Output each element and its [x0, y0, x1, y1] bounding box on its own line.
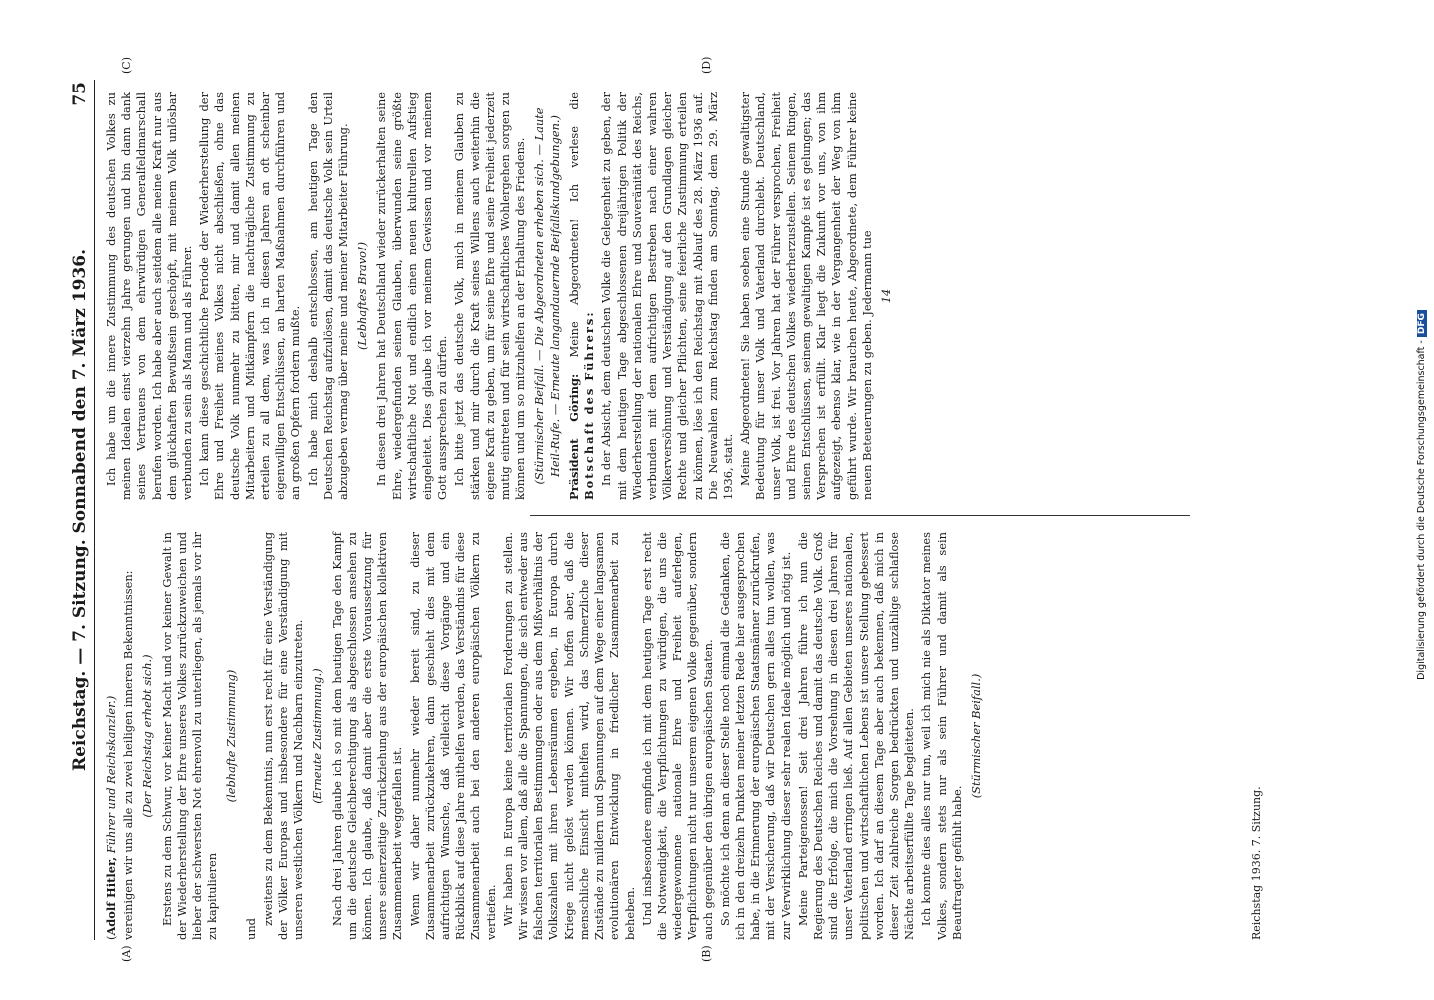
interjection: (Stürmischer Beifall.)	[968, 673, 983, 799]
paragraph: zweitens zu dem Bekenntnis, nun erst recht für eine Verständigung der Völker Europas und insbesondere für eine Verständigung mit unseren westlichen Völkern und Nachbarn einzutreten.	[260, 532, 306, 940]
sheet-number: 14	[878, 288, 893, 304]
paragraph: Erstens zu dem Schwur, vor keiner Macht und vor keiner Gewalt in der Wiederherstellung der Ehre unseres Volkes zurückzuweichen und lieber der schwersten Not ehrenvoll zu unterliegen, als jemals vor ihr zu kapitulieren	[159, 532, 220, 940]
president-speaker: Präsident Göring:	[566, 373, 581, 500]
paragraph: Nach drei Jahren glaube ich so mit dem heutigen Tage den Kampf um die deutsche Gleichberechtigung als abgeschlossen ansehen zu können. Ich glaube, daß damit aber die erste Voraussetzung für unsere seinerzeitige Zurückziehung aus der europäischen kollektiven Zusammenarbeit weggefallen ist.	[329, 532, 405, 940]
speaker-name: Adolf Hitler,	[104, 856, 118, 936]
interjection: (Stürmischer Beifall. — Die Abgeordneten erheben sich. — Laute Heil-Rufe. — Erneute langandauernde Beifallskundgebungen.)	[532, 107, 562, 485]
interjection: (Erneute Zustimmung.)	[310, 668, 325, 804]
paragraph: und	[243, 918, 258, 940]
paragraph: Ich habe um die innere Zustimmung des deutschen Volkes zu meinen Idealen einst vierzehn Jahre gerungen und bin dann dank seines Vertrauens von dem ehrwürdigen Generalfeldmarschall berufen worden. Ich habe aber auch seitdem alle meine Kraft nur aus dem glückhaften Bewußtsein geschöpft, mit meinem Volk unlösbar verbunden zu sein als Mann und als Führer.	[104, 92, 195, 500]
paragraph: Ich bitte jetzt das deutsche Volk, mich in meinem Glauben zu stärken und mir durch die Kraft seines Willens auch weiterhin die eigene Kraft zu geben, um für seine Ehre und seine Freiheit jederzeit mutig eintreten und für sein wirtschaftliches Wohlergehen sorgen zu können und um so mitzuhelfen an der Erhaltung des Friedens.	[452, 92, 528, 500]
credit-text: Digitalisierung gefördert durch die Deutsche Forschungsgemeinschaft -	[1416, 340, 1427, 680]
side-credit-text	[1416, 0, 1434, 990]
paragraph: So möchte ich denn an dieser Stelle noch einmal die Gedanken, die ich in den dreizehn Punkten meiner letzten Rede hier ausgesprochen habe, in die Erinnerung der europäischen Staatsmänner zurückrufen, mit der Versicherung, daß wir Deutschen gern alles tun wollen, was zur Verwirklichung dieser sehr realen Ideale möglich und nötig ist.	[717, 532, 793, 940]
paragraph: Wenn wir daher nunmehr wieder bereit sind, zu dieser Zusammenarbeit zurückzukehren, dann geschieht dies mit dem aufrichtigen Wunsche, daß vielleicht diese Vorgänge und ein Rückblick auf diese Jahre mithelfen werden, das Verständnis für diese Zusammenarbeit auch bei den anderen europäischen Völkern zu vertiefen.	[407, 532, 498, 940]
president-intro-text: Meine Abgeordneten! Ich verlese die	[566, 92, 581, 358]
speaker-line: (Adolf Hitler, Führer und Reichskanzler.)	[104, 695, 118, 940]
paragraph: Ich habe mich deshalb entschlossen, am heutigen Tage den Deutschen Reichstag aufzulösen, damit das deutsche Volk sein Urteil abzugeben vermag über meine und meiner Mitarbeiter Führung.	[305, 92, 351, 500]
page-footer: Reichstag 1936. 7. Sitzung.	[1250, 786, 1263, 940]
header-title: Reichstag. — 7. Sitzung. Sonnabend den 7. März 1936.	[70, 249, 90, 772]
left-column	[104, 532, 988, 940]
message-title: Botschaft des Führers:	[582, 310, 597, 500]
paragraph: Meine Parteigenossen! Seit drei Jahren führe ich nun die Regierung des Deutschen Reiches und damit das deutsche Volk. Groß sind die Erfolge, die mich die Vorsehung in diesen drei Jahren für unser Vaterland erringen ließ. Auf allen Gebieten unseres nationalen, politischen und wirtschaftlichen Lebens ist unsere Stellung gebessert worden. Ich darf an diesem Tage aber auch bekennen, daß mich in dieser Zeit zahlreiche Sorgen bedrückten und unzählige schlaflose Nächte arbeitserfüllte Tage begleiteten.	[795, 532, 917, 940]
rotated-document-page	[60, 56, 1320, 962]
paragraph: In der Absicht, dem deutschen Volke die Gelegenheit zu geben, der mit dem heutigen Tage abgeschlossenen dreijährigen Politik der Wiederherstellung der nationalen Ehre und Souveränität des Reichs, verbunden mit dem aufrichtigen Bestreben nach einer wahren Völkerversöhnung und Verständigung auf den Grundlagen gleicher Rechte und gleicher Pflichten, seine feierliche Zustimmung erteilen zu können, löse ich den Reichstag mit Ablauf des 28. März 1936 auf. Die Neuwahlen zum Reichstag finden am Sonntag, dem 29. März 1936, statt.	[599, 92, 735, 500]
interjection: (Lebhaftes Bravo!)	[355, 241, 370, 351]
page-header	[60, 80, 95, 940]
interjection: (Der Reichstag erhebt sich.)	[140, 654, 155, 818]
page-number: 75	[70, 82, 90, 106]
paragraph: Und insbesondere empfinde ich mit dem heutigen Tage erst recht die Notwendigkeit, die Verpflichtungen zu würdigen, die uns die wiedergewonnene nationale Ehre und Freiheit auferlegen, Verpflichtungen nicht nur unserem eigenen Volke gegenüber, sondern auch gegenüber den übrigen europäischen Staaten.	[639, 532, 715, 940]
dfg-logo: DFG	[1417, 310, 1427, 337]
column-divider	[530, 515, 1190, 516]
margin-marker-d: (D)	[700, 56, 713, 74]
speaker-role: Führer und Reichskanzler.)	[104, 695, 118, 854]
paragraph: vereinigen wir uns alle zu zwei heiligen inneren Bekenntnissen:	[121, 570, 136, 940]
paragraph: In diesen drei Jahren hat Deutschland wieder zurückerhalten seine Ehre, wiedergefunden seinen Glauben, überwunden seine größte wirtschaftliche Not und endlich einen neuen kulturellen Aufstieg eingeleitet. Dies glaube ich vor meinem Gewissen und vor meinem Gott aussprechen zu dürfen.	[374, 92, 450, 500]
margin-marker-a: (A)	[120, 945, 133, 962]
right-column	[104, 92, 898, 500]
side-credit	[1414, 0, 1434, 1000]
interjection: (lebhafte Zustimmung)	[224, 669, 239, 803]
margin-marker-c: (C)	[120, 57, 133, 74]
paragraph: Wir haben in Europa keine territorialen Forderungen zu stellen. Wir wissen vor allem, daß alle die Spannungen, die sich entweder aus falschen territorialen Bestimmungen oder aus dem Mißverhältnis der Volkszahlen mit ihren Lebensräumen ergeben, in Europa durch Kriege nicht gelöst werden können. Wir hoffen aber, daß die menschliche Einsicht mithelfen wird, das Schmerzliche dieser Zustände zu mildern und Spannungen auf dem Wege einer langsamen evolutionären Entwicklung in friedlicher Zusammenarbeit zu beheben.	[500, 532, 637, 940]
paragraph: Ich konnte dies alles nur tun, weil ich mich nie als Diktator meines Volkes, sondern stets nur als sein Führer und damit als sein Beauftragter gefühlt habe.	[919, 532, 964, 940]
margin-marker-b: (B)	[700, 945, 713, 962]
president-intro	[567, 92, 597, 500]
paragraph: Ich kann diese geschichtliche Periode der Wiederherstellung der Ehre und Freiheit meines Volkes nicht abschließen, ohne das deutsche Volk nunmehr zu bitten, mir und damit allen meinen Mitarbeitern und Mitkämpfern die nachträgliche Zustimmung zu erteilen zu all dem, was ich in diesen Jahren an oft scheinbar eigenwilligen Entschlüssen, an harten Maßnahmen durchführen und an großen Opfern fordern mußte.	[197, 92, 303, 500]
paragraph: Meine Abgeordneten! Sie haben soeben eine Stunde gewaltigster Bedeutung für unser Volk und Vaterland durchlebt. Deutschland, unser Volk, ist frei. Vor Jahren hat der Führer versprochen, Freiheit und Ehre des deutschen Volkes wiederherzustellen. Seinem Ringen, seinen Entschlüssen, seinem gewaltigen Kampfe ist es gelungen; das Versprechen ist erfüllt. Klar liegt die Zukunft vor uns, von ihm aufgezeigt, ebenso klar, wie in der Vergangenheit der Weg von ihm geführt wurde. Wir brauchen heute, Abgeordnete, dem Führer keine neuen Beteuerungen zu geben. Jedermann tue	[738, 92, 874, 500]
